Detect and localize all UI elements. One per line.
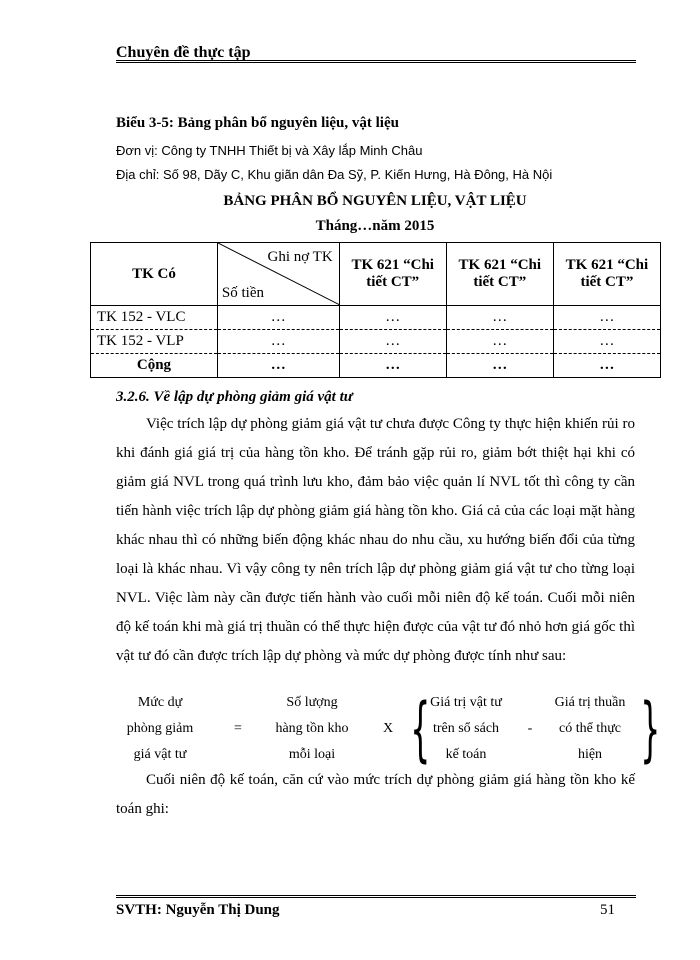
allocation-table — [90, 242, 661, 378]
formula-text: kế toán — [445, 747, 487, 762]
formula-left-term — [112, 690, 208, 768]
right-brace-icon: } — [640, 688, 661, 770]
table-row — [91, 306, 661, 330]
paragraph-entry: Cuối niên độ kế toán, căn cứ vào mức trích dự phòng giảm giá hàng tồn kho kế toán ghi: — [116, 772, 635, 817]
row-label-total: Cộng — [91, 354, 218, 378]
formula-text: hiện — [577, 747, 603, 762]
formula-text: trên sổ sách — [432, 721, 500, 736]
formula-equals: = — [234, 721, 242, 736]
formula-text: Số lượng — [286, 695, 338, 710]
row-label: TK 152 - VLP — [91, 330, 218, 354]
company-address: Địa chỉ: Số 98, Dãy C, Khu giãn dân Đa Sỹ, P. Kiến Hưng, Hà Đông, Hà Nội — [116, 167, 553, 182]
header-tk621-b: TK 621 “Chi tiết CT” — [446, 243, 553, 306]
header-ghi-no-tk: Ghi nợ TK — [267, 249, 333, 265]
page-number: 51 — [600, 902, 615, 918]
formula-text: phòng giảm — [126, 721, 194, 736]
formula-book-value — [414, 690, 518, 768]
header-tk-co: TK Có — [91, 243, 218, 306]
table-total-row — [91, 354, 661, 378]
header-tk621-a: TK 621 “Chi tiết CT” — [339, 243, 446, 306]
formula-middle-term — [256, 690, 368, 768]
formula-text: có thể thực — [558, 721, 621, 736]
formula-minus: - — [527, 721, 533, 736]
left-brace-icon: { — [410, 688, 431, 770]
formula-text: Giá trị vật tư — [430, 695, 502, 710]
cell: … — [339, 306, 446, 330]
row-label: TK 152 - VLC — [91, 306, 218, 330]
cell: … — [553, 330, 660, 354]
table-caption: Biểu 3-5: Bảng phân bổ nguyên liệu, vật liệu — [116, 115, 399, 131]
company-unit: Đơn vị: Công ty TNHH Thiết bị và Xây lắp Minh Châu — [116, 143, 423, 158]
formula-text: mỗi loại — [288, 747, 336, 762]
cell: … — [217, 354, 339, 378]
table-subtitle: Tháng…năm 2015 — [315, 218, 435, 234]
table-header-row — [91, 243, 661, 306]
cell: … — [553, 306, 660, 330]
formula-times: X — [382, 721, 394, 736]
paragraph-provision: Việc trích lập dự phòng giảm giá vật tư chưa được Công ty thực hiện khiến rủi ro khi đánh giá giá trị của hàng tồn kho. Để tránh gặp rủi ro, giảm bớt thiệt hại khi có giảm giá NVL trong quá trình lưu kho, đảm bảo việc quản lí NVL tốt thì công ty cần tiến hành việc trích lập dự phòng giảm giá hàng tồn kho. Giá cả của các loại mặt hàng khác nhau thì có những biến động khác nhau do nhu cầu, xu hướng biến đổi của từng loại là khác nhau. Vì vậy công ty nên trích lập dự phòng giảm giá vật tư cho từng loại NVL. Việc làm này cần được tiến hành vào cuối mỗi niên độ kế toán. Cuối mỗi niên độ kế toán khi mà giá trị thuần có thể thực hiện được của vật tư đó nhỏ hơn giá gốc thì vật tư đó cần được trích lập dự phòng và mức dự phòng được tính như sau: — [116, 416, 635, 664]
cell: … — [339, 330, 446, 354]
cell: … — [217, 330, 339, 354]
footer-author: SVTH: Nguyễn Thị Dung — [116, 902, 280, 918]
cell: … — [446, 306, 553, 330]
formula-net-value — [542, 690, 638, 768]
header-diagonal-cell — [217, 243, 339, 306]
table-row — [91, 330, 661, 354]
header-rule — [116, 60, 636, 63]
cell: … — [217, 306, 339, 330]
header-tk621-c: TK 621 “Chi tiết CT” — [553, 243, 660, 306]
formula-text: hàng tồn kho — [275, 721, 349, 736]
formula-text: giá vật tư — [133, 747, 187, 762]
formula-text: Mức dự — [137, 695, 183, 710]
cell: … — [446, 354, 553, 378]
footer-rule — [116, 895, 636, 898]
header-so-tien: Số tiền — [221, 285, 265, 301]
cell: … — [339, 354, 446, 378]
page-header-title: Chuyên đề thực tập — [116, 44, 251, 61]
formula-text: Giá trị thuần — [554, 695, 626, 710]
section-title: 3.2.6. Về lập dự phòng giảm giá vật tư — [116, 389, 353, 405]
table-title: BẢNG PHÂN BỔ NGUYÊN LIỆU, VẬT LIỆU — [223, 193, 527, 209]
cell: … — [553, 354, 660, 378]
cell: … — [446, 330, 553, 354]
